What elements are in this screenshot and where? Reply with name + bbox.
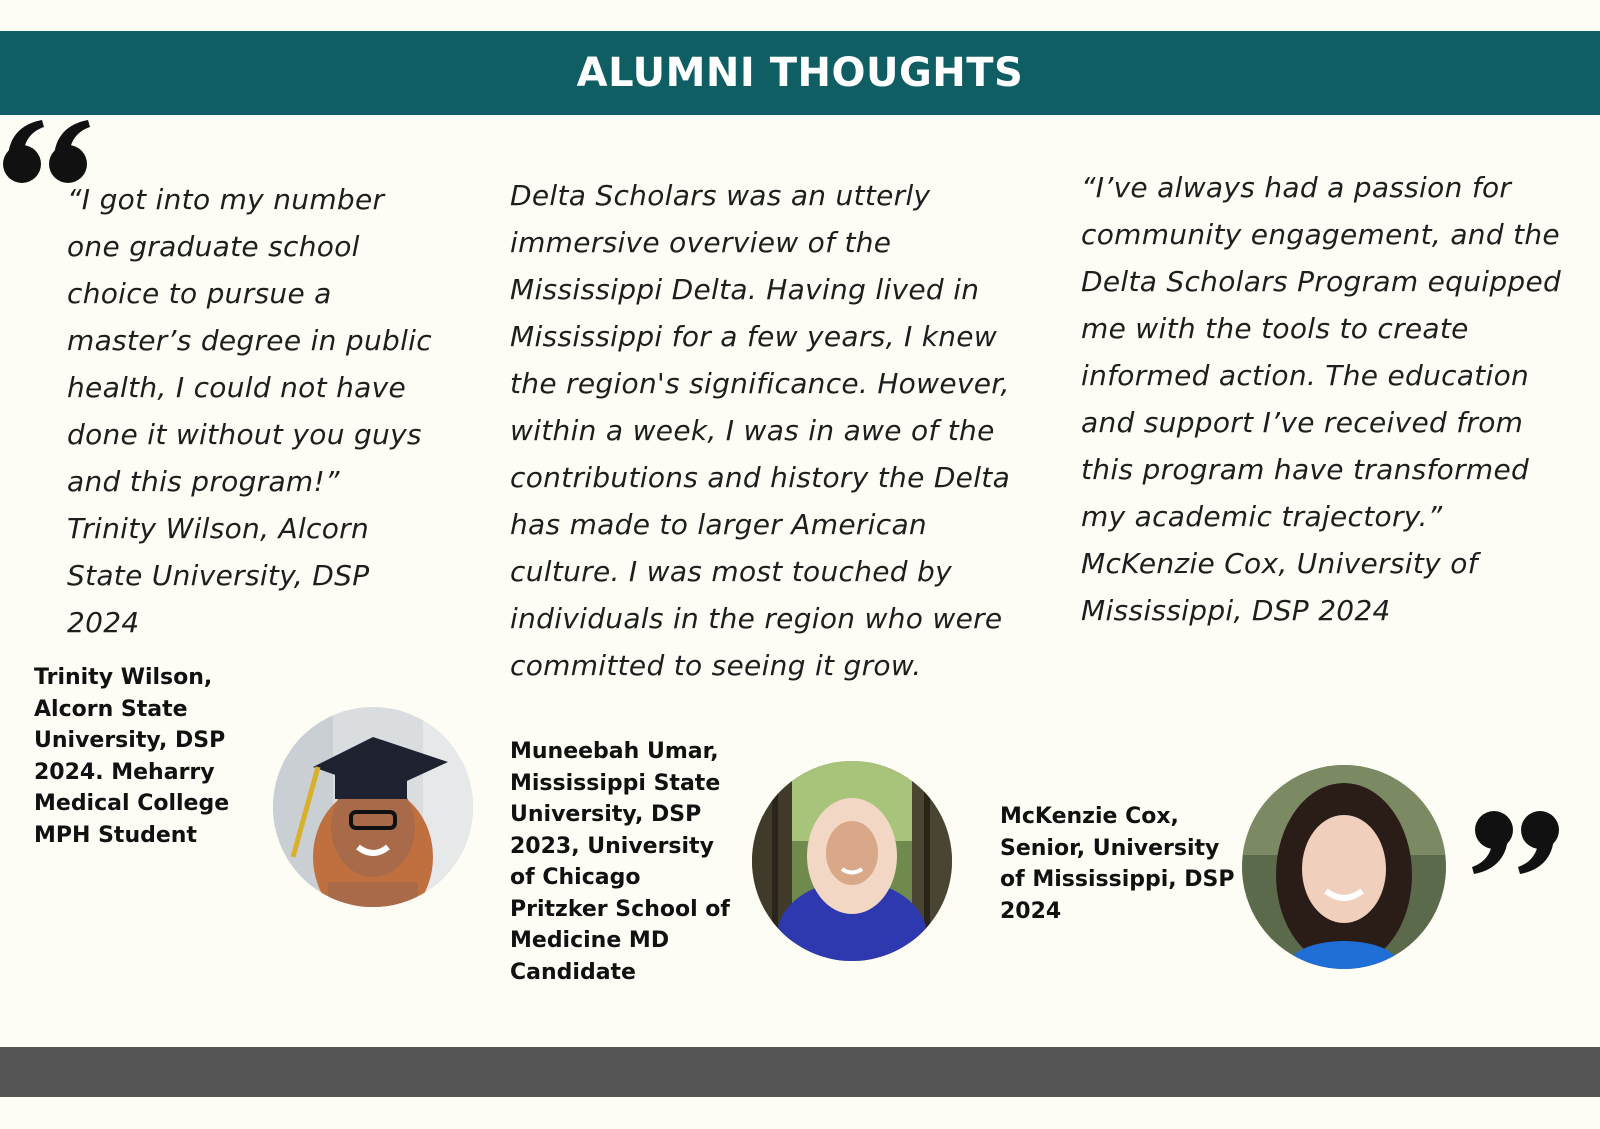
testimonial-quote-muneebah: Delta Scholars was an utterly immersive overview of the Mississippi Delta. Having lived in Mississippi for a few years, I knew the region's significance. However, within a week, I was in awe of the contributions and history the Delta has made to larger American culture. I was most touched by individuals in the region who were committed to seeing it grow. xyxy=(510,179,1011,682)
page-title: ALUMNI THOUGHTS xyxy=(576,50,1024,96)
avatar-trinity-wilson xyxy=(273,707,473,907)
testimonial-quote-mckenzie: “I’ve always had a passion for community engagement, and the Delta Scholars Program equipped me with the tools to create informed action. The education and support I’ve received from this program have transformed my academic trajectory.” McKenzie Cox, University of Mississippi, DSP 2024 xyxy=(1081,171,1562,627)
testimonial-caption-muneebah: Muneebah Umar, Mississippi State University, DSP 2023, University of Chicago Pritzker School of Medicine MD Candidate xyxy=(510,739,730,985)
footer-band xyxy=(0,1047,1600,1097)
testimonial-caption-mckenzie: McKenzie Cox, Senior, University of Mississippi, DSP 2024 xyxy=(1000,804,1235,924)
avatar-muneebah-umar xyxy=(752,761,952,961)
testimonial-caption-trinity: Trinity Wilson, Alcorn State University, DSP 2024. Meharry Medical College MPH Student xyxy=(34,665,230,848)
close-quote-icon xyxy=(1470,810,1560,874)
header-band xyxy=(0,31,1600,115)
open-quote-icon xyxy=(2,120,92,184)
testimonial-quote-trinity: “I got into my number one graduate school choice to pursue a master’s degree in public health, I could not have done it without you guys and this program!” Trinity Wilson, Alcorn State University, DSP 2024 xyxy=(67,183,432,639)
avatar-mckenzie-cox xyxy=(1242,765,1446,969)
